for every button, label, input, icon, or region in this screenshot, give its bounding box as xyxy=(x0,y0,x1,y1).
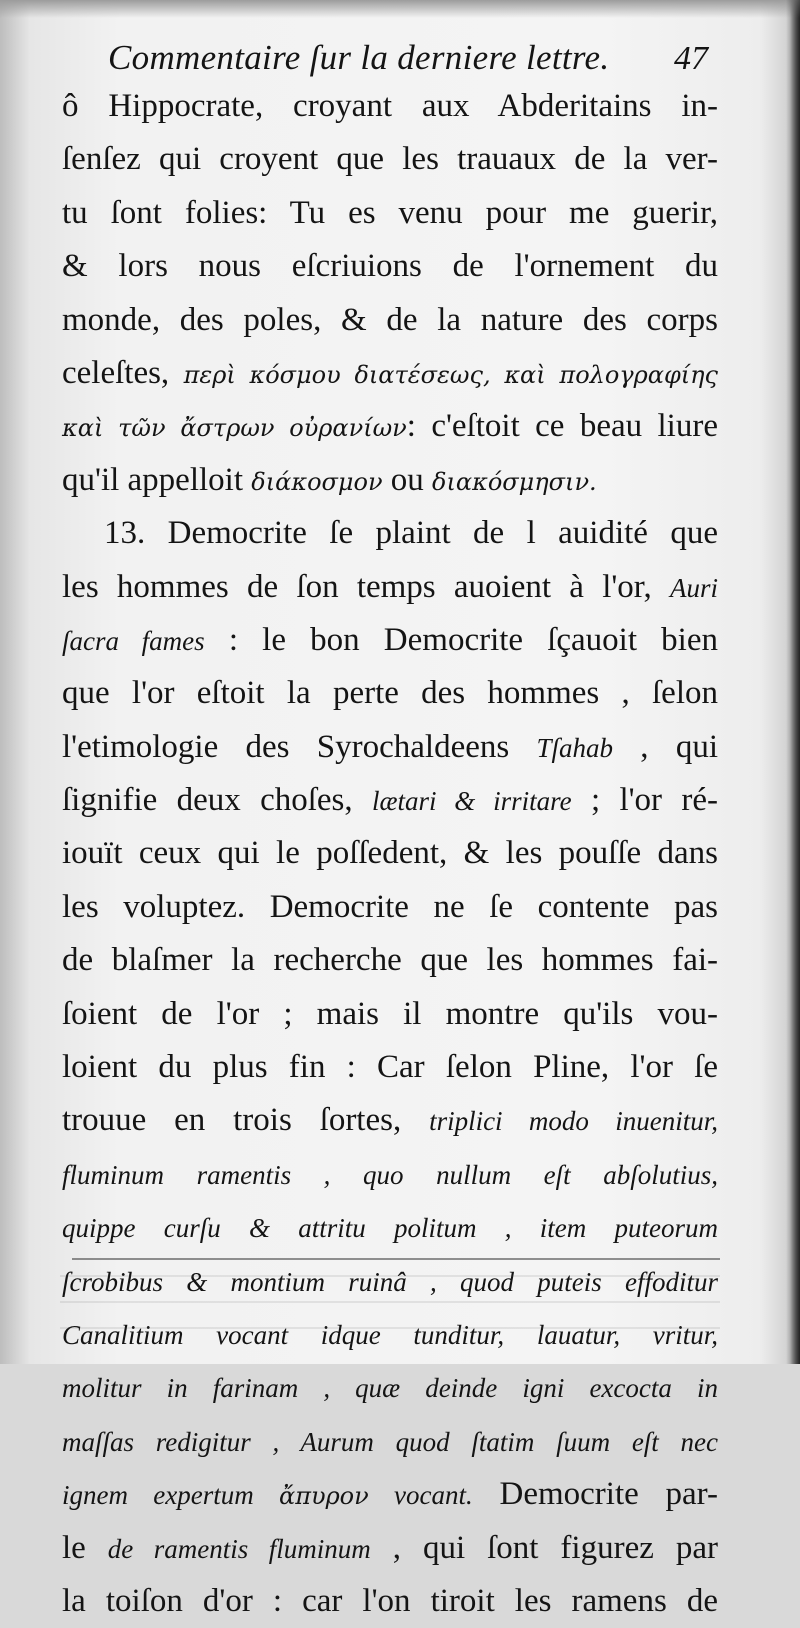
text-run: molitur in farinam , quæ deinde igni excocta in xyxy=(62,1373,718,1404)
text-run: iouït ceux qui le poſſedent, & les pouſſe dans xyxy=(62,835,718,872)
text-line xyxy=(62,240,718,293)
text-line xyxy=(62,1041,718,1094)
text-run: ſignifie deux choſes, xyxy=(62,782,372,819)
text-line xyxy=(62,133,718,186)
text-run: ſoient de l'or ; mais il montre qu'ils vou- xyxy=(62,995,718,1032)
text-line xyxy=(62,507,718,560)
text-run: Canalitium vocant idque tunditur, lauatur, vritur, xyxy=(62,1319,718,1350)
text-line xyxy=(62,667,718,720)
text-line xyxy=(62,1094,718,1147)
text-line xyxy=(62,881,718,934)
text-run: ô Hippocrate, croyant aux Abderitains in- xyxy=(62,88,718,124)
bottom-rule xyxy=(72,1258,720,1260)
text-line xyxy=(62,1148,718,1201)
text-run: quippe curſu & attritu politum , item puteorum xyxy=(62,1213,718,1244)
text-line xyxy=(62,934,718,987)
text-line xyxy=(62,1575,718,1628)
text-run: 13. Democrite ſe plaint de l auidité que xyxy=(104,515,718,552)
text-run: : c'eſtoit ce beau liure xyxy=(406,408,718,445)
text-line xyxy=(62,454,718,507)
text-line xyxy=(62,721,718,774)
text-run: διακόσμησιν. xyxy=(432,467,597,496)
text-run: ſcrobibus & montium ruinâ , quod puteis effoditur xyxy=(62,1266,718,1297)
text-run: καὶ τῶν ἄστρων οὐρανίων xyxy=(62,414,407,443)
text-run: trouue en trois ſortes, xyxy=(62,1102,430,1139)
running-head: Commentaire ſur la derniere lettre. xyxy=(108,38,610,77)
text-run: qu'il appelloit xyxy=(62,461,252,498)
text-run: ; l'or ré- xyxy=(571,782,718,819)
text-line xyxy=(62,774,718,827)
page-number: 47 xyxy=(674,40,708,77)
text-run: ἄπυρον xyxy=(279,1482,369,1511)
text-run: & lors nous eſcriuions de l'ornement du xyxy=(62,248,718,285)
text-run: vocant. xyxy=(368,1480,473,1511)
text-line xyxy=(62,80,718,133)
text-line xyxy=(62,347,718,400)
text-run: de ramentis fluminum xyxy=(107,1533,371,1564)
text-run: ſenſez qui croyent que les trauaux de la ver- xyxy=(62,141,718,178)
text-run: ou xyxy=(382,461,433,498)
text-run: , qui ſont figurez par xyxy=(370,1529,718,1566)
text-run: Tſahab xyxy=(536,732,614,763)
text-run: le xyxy=(62,1529,108,1566)
text-run: lætari & irritare xyxy=(371,786,572,817)
text-line xyxy=(62,187,718,240)
text-run: que l'or eſtoit la perte des hommes , ſelon xyxy=(62,675,718,712)
spine-shadow xyxy=(786,0,800,1364)
text-run: Auri xyxy=(669,572,718,603)
page-top-edge xyxy=(0,0,800,18)
text-run: Democrite par- xyxy=(472,1476,718,1513)
text-run: tu ſont folies: Tu es venu pour me guerir, xyxy=(62,194,718,231)
text-run: la toiſon d'or : car l'on tiroit les ramens de xyxy=(62,1582,718,1619)
text-line xyxy=(62,1468,718,1521)
text-line xyxy=(62,561,718,614)
text-run: triplici modo inuenitur, xyxy=(429,1106,718,1137)
text-line xyxy=(62,827,718,880)
text-run: fluminum ramentis , quo nullum eſt abſolutius, xyxy=(62,1159,718,1190)
text-line xyxy=(62,1415,718,1468)
text-run: περὶ κόσμου διατέσεως, καὶ πολογραφίης xyxy=(183,360,719,389)
text-line xyxy=(62,400,718,453)
text-line xyxy=(62,1201,718,1254)
text-line xyxy=(62,1361,718,1414)
text-line xyxy=(62,988,718,1041)
text-run: : le bon Democrite ſçauoit bien xyxy=(204,621,718,658)
text-run: loient du plus fin : Car ſelon Pline, l'or ſe xyxy=(62,1049,718,1086)
text-line xyxy=(62,294,718,347)
show-through-text xyxy=(60,1275,720,1335)
text-run: maſſas redigitur , Aurum quod ſtatim ſuum eſt nec xyxy=(62,1426,718,1457)
text-run: monde, des poles, & de la nature des corps xyxy=(62,301,718,338)
text-run: celeſtes, xyxy=(62,354,184,391)
text-line xyxy=(62,614,718,667)
text-run: l'etimologie des Syrochaldeens xyxy=(62,728,537,765)
text-run: ignem expertum xyxy=(62,1480,279,1511)
text-run: , qui xyxy=(613,728,718,765)
text-run: les hommes de ſon temps auoient à l'or, xyxy=(62,568,670,605)
text-run: διάκοσμον xyxy=(251,467,383,496)
text-line xyxy=(62,1522,718,1575)
text-run: de blaſmer la recherche que les hommes fai- xyxy=(62,942,718,979)
body-text xyxy=(62,80,718,1628)
text-run: ſacra fames xyxy=(62,625,205,656)
text-run: les voluptez. Democrite ne ſe contente pas xyxy=(62,888,718,925)
